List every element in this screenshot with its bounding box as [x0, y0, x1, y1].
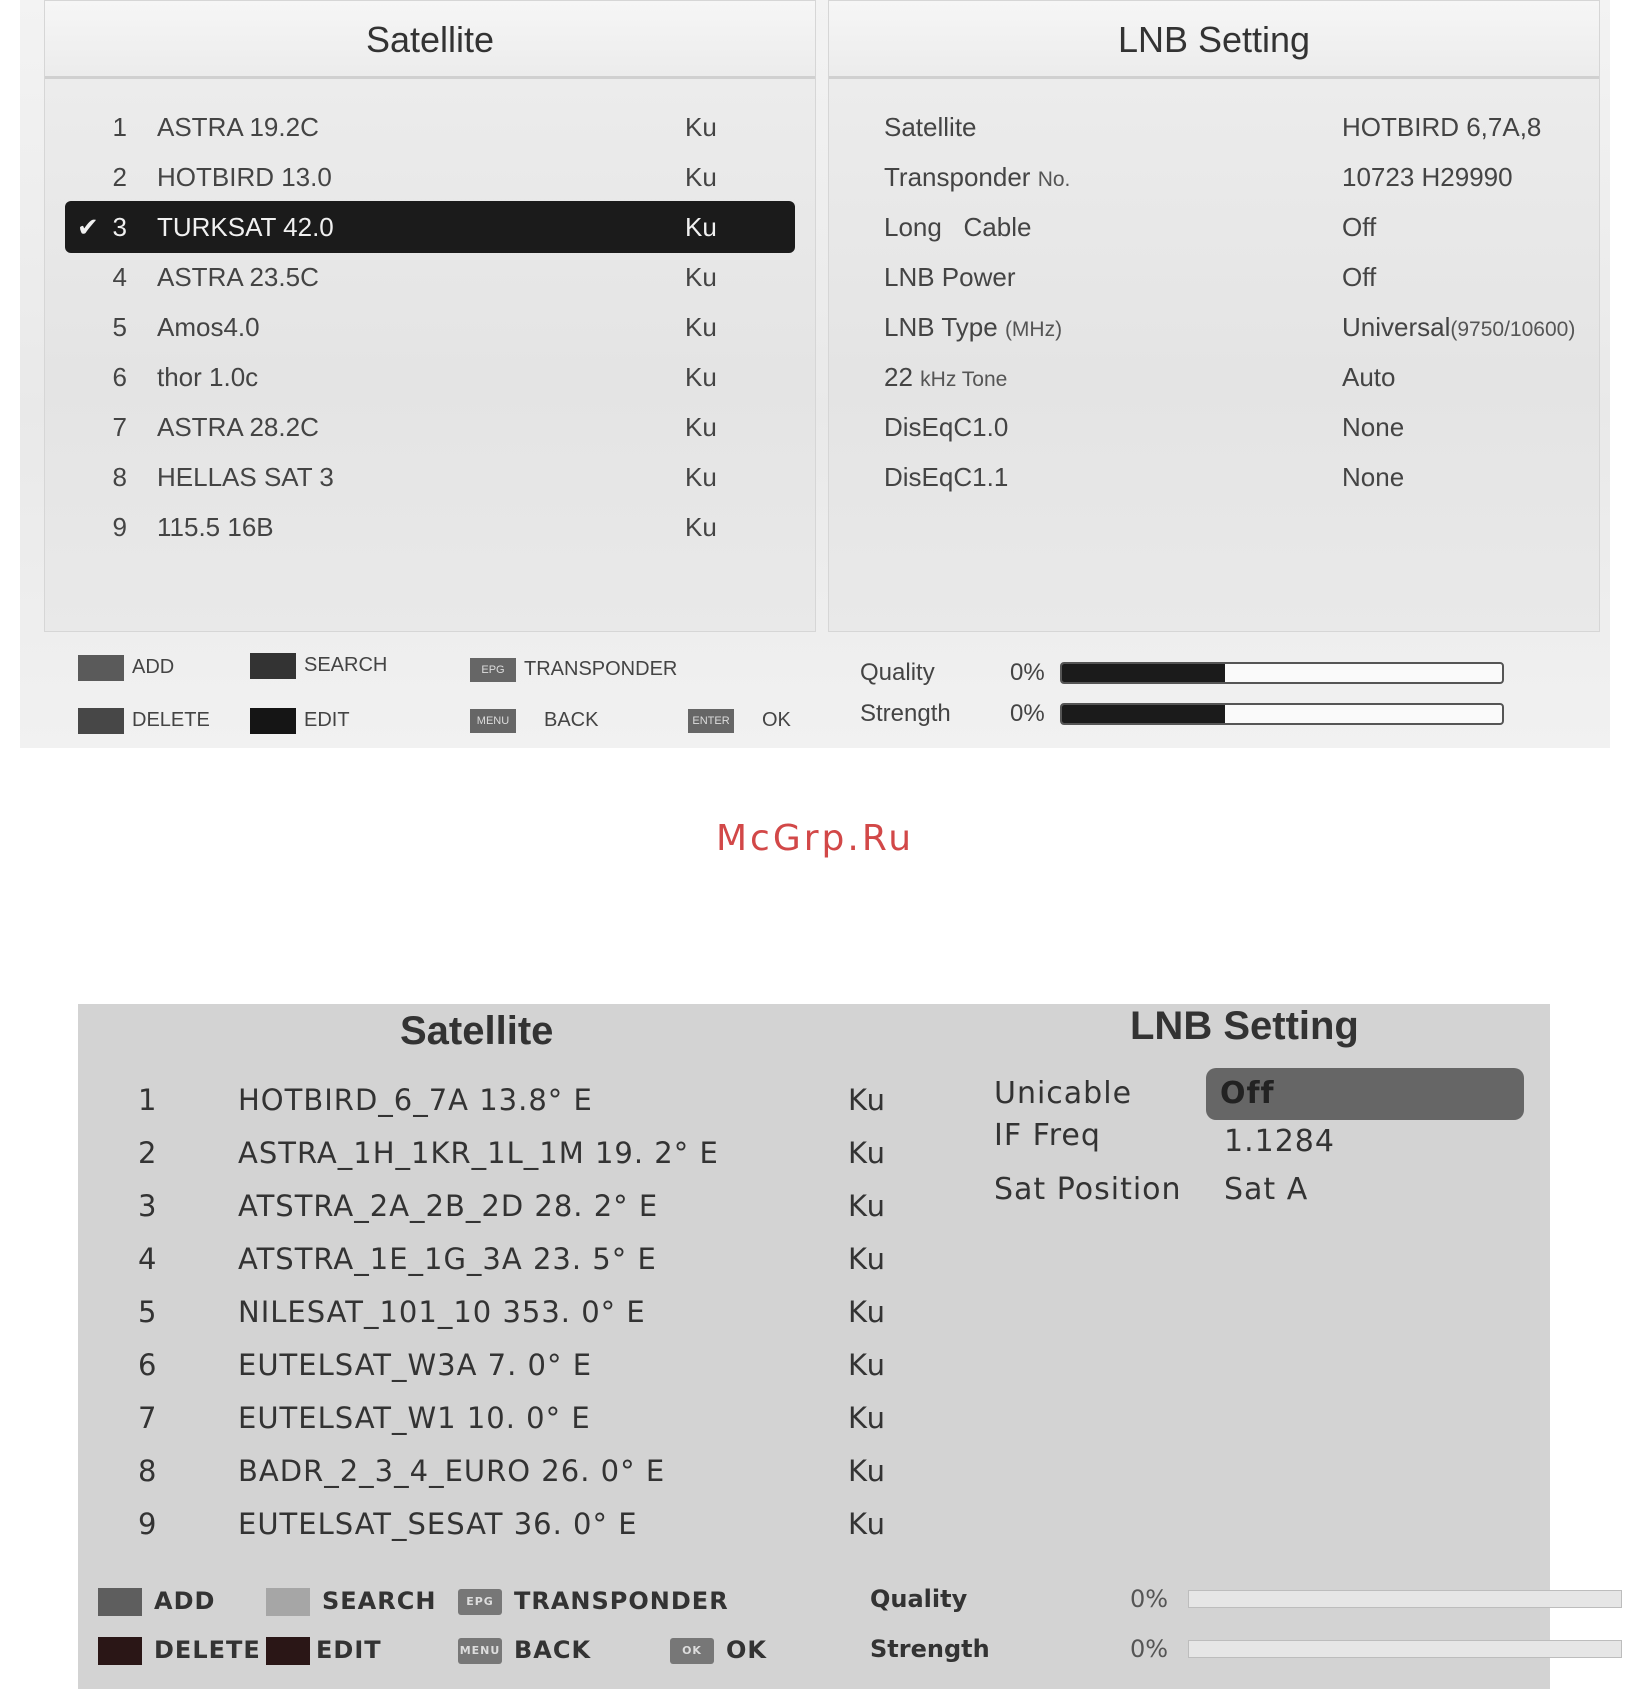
- setting-label-suffix: (MHz): [1004, 318, 1063, 341]
- yellow-key-icon: [98, 1637, 142, 1665]
- legend-add[interactable]: [98, 1584, 215, 1618]
- legend-delete[interactable]: [78, 705, 210, 735]
- lnb-setting-title: LNB Setting: [1130, 1004, 1359, 1048]
- lnb-row-satellite[interactable]: [884, 101, 1584, 153]
- quality-bar: [1060, 662, 1504, 684]
- band-label: Ku: [685, 462, 717, 492]
- legend-ok[interactable]: [670, 1633, 767, 1667]
- legend-back[interactable]: [458, 1633, 591, 1667]
- row-number: 7: [138, 1401, 158, 1435]
- lnb-setting-panel: [828, 0, 1600, 632]
- band-label: Ku: [685, 312, 717, 342]
- satellite-name: HOTBIRD_6_7A 13.8° E: [238, 1083, 593, 1117]
- satellite-name: HOTBIRD 13.0: [157, 162, 332, 192]
- setting-value-wrap: [1342, 301, 1575, 356]
- satellite-row[interactable]: [65, 301, 795, 353]
- legend-label: EDIT: [316, 1636, 382, 1664]
- row-number: 4: [138, 1242, 158, 1276]
- satellite-row[interactable]: [78, 1074, 978, 1126]
- satellite-row[interactable]: [78, 1127, 978, 1179]
- setting-label: Long Cable: [884, 212, 1032, 242]
- menu-key-icon: MENU: [458, 1638, 502, 1664]
- red-key-icon: [78, 655, 124, 681]
- band-label: Ku: [685, 412, 717, 442]
- quality-label: Quality: [860, 659, 935, 686]
- legend-edit[interactable]: [250, 705, 350, 735]
- legend-label: DELETE: [154, 1636, 261, 1664]
- satellite-screen-1: [20, 0, 1610, 748]
- setting-label: DisEqC1.1: [884, 462, 1009, 492]
- legend-label: ADD: [154, 1587, 216, 1615]
- satellite-name: 115.5 16B: [157, 512, 274, 542]
- band-label: Ku: [848, 1507, 886, 1541]
- legend-back[interactable]: [470, 705, 598, 735]
- quality-meter: [860, 656, 1045, 690]
- satellite-row[interactable]: [78, 1498, 978, 1550]
- setting-value: HOTBIRD 6,7A,8: [1342, 112, 1542, 142]
- row-number: 5: [112, 312, 127, 342]
- checkmark-icon: ✔: [77, 212, 99, 242]
- ok-key-icon: OK: [670, 1638, 714, 1664]
- setting-label-suffix: kHz Tone: [920, 368, 1008, 391]
- legend-transponder[interactable]: [470, 654, 677, 684]
- satellite-panel-title: Satellite: [45, 1, 815, 79]
- lnb-row-if-freq[interactable]: [994, 1110, 1534, 1162]
- satellite-title: Satellite: [400, 1009, 554, 1053]
- quality-bar-fill: [1062, 664, 1225, 682]
- row-number: 2: [112, 162, 127, 192]
- setting-value: None: [1342, 462, 1405, 492]
- setting-value: Universal: [1342, 312, 1451, 342]
- satellite-row[interactable]: [78, 1233, 978, 1285]
- band-label: Ku: [848, 1295, 886, 1329]
- satellite-row[interactable]: [65, 451, 795, 503]
- row-number: 5: [138, 1295, 158, 1329]
- setting-value: 1.1284: [1224, 1124, 1335, 1159]
- satellite-name: thor 1.0c: [157, 362, 259, 392]
- satellite-row[interactable]: [65, 501, 795, 553]
- setting-value: None: [1342, 412, 1405, 442]
- legend-label: TRANSPONDER: [514, 1587, 729, 1615]
- row-number: 6: [112, 362, 127, 392]
- row-number: 4: [112, 262, 127, 292]
- legend-label: OK: [762, 709, 791, 731]
- satellite-screen-2: [78, 1004, 1550, 1689]
- satellite-list-panel: [44, 0, 816, 632]
- satellite-name: Amos4.0: [157, 312, 260, 342]
- legend-label: SEARCH: [304, 654, 388, 676]
- row-number: 2: [138, 1136, 158, 1170]
- legend-transponder[interactable]: [458, 1584, 729, 1618]
- green-key-icon: [250, 653, 296, 679]
- watermark-text: McGrp.Ru: [715, 818, 915, 859]
- lnb-panel-title: LNB Setting: [829, 1, 1599, 79]
- setting-label: DisEqC1.0: [884, 412, 1009, 442]
- setting-label: LNB Power: [884, 262, 1016, 292]
- setting-label: Transponder: [884, 162, 1031, 192]
- row-number: 8: [138, 1454, 158, 1488]
- satellite-name: EUTELSAT_SESAT 36. 0° E: [238, 1507, 638, 1541]
- band-label: Ku: [848, 1401, 886, 1435]
- quality-meter: [870, 1582, 1169, 1616]
- band-label: Ku: [848, 1083, 886, 1117]
- quality-label: Quality: [870, 1585, 968, 1613]
- row-number: 9: [138, 1507, 158, 1541]
- lnb-row-transponder[interactable]: [884, 151, 1584, 203]
- satellite-row[interactable]: [78, 1445, 978, 1497]
- legend-label: ADD: [132, 656, 175, 678]
- row-number: 9: [112, 512, 127, 542]
- satellite-name: ASTRA 23.5C: [157, 262, 319, 292]
- setting-value-suffix: (9750/10600): [1450, 318, 1576, 341]
- band-label: Ku: [685, 212, 717, 242]
- epg-key-icon: EPG: [458, 1589, 502, 1615]
- satellite-name: BADR_2_3_4_EURO 26. 0° E: [238, 1454, 666, 1488]
- band-label: Ku: [848, 1242, 886, 1276]
- strength-bar: [1060, 703, 1504, 725]
- lnb-row-diseqc11[interactable]: [884, 451, 1584, 503]
- row-number: 8: [112, 462, 127, 492]
- legend-search[interactable]: [250, 650, 387, 680]
- legend-delete[interactable]: [98, 1633, 261, 1667]
- blue-key-icon: [266, 1637, 310, 1665]
- satellite-name: ATSTRA_1E_1G_3A 23. 5° E: [238, 1242, 657, 1276]
- enter-key-icon: ENTER: [688, 709, 734, 733]
- satellite-row[interactable]: [78, 1339, 978, 1391]
- setting-label: Unicable: [994, 1076, 1133, 1111]
- legend-label: SEARCH: [322, 1587, 437, 1615]
- row-number: 3: [138, 1189, 158, 1223]
- satellite-name: EUTELSAT_W3A 7. 0° E: [238, 1348, 593, 1382]
- lnb-row-lnb-type[interactable]: [884, 301, 1584, 353]
- setting-value-highlighted[interactable]: Off: [1206, 1068, 1524, 1120]
- legend-edit[interactable]: [266, 1633, 382, 1667]
- setting-label: LNB Type: [884, 312, 998, 342]
- lnb-row-diseqc10[interactable]: [884, 401, 1584, 453]
- band-label: Ku: [685, 512, 717, 542]
- legend-label: TRANSPONDER: [524, 658, 678, 680]
- strength-percent: 0%: [1130, 1635, 1169, 1663]
- strength-label: Strength: [860, 700, 951, 727]
- legend-search[interactable]: [266, 1584, 436, 1618]
- setting-label: IF Freq: [994, 1118, 1101, 1153]
- strength-label: Strength: [870, 1635, 990, 1663]
- lnb-row-long-cable[interactable]: [884, 201, 1584, 253]
- row-number: 1: [112, 112, 127, 142]
- row-number: 7: [112, 412, 127, 442]
- satellite-name: HELLAS SAT 3: [157, 462, 334, 492]
- legend-label: BACK: [514, 1636, 592, 1664]
- band-label: Ku: [848, 1454, 886, 1488]
- lnb-row-sat-position[interactable]: [994, 1164, 1534, 1216]
- band-label: Ku: [685, 262, 717, 292]
- satellite-row[interactable]: [78, 1180, 978, 1232]
- satellite-name: ATSTRA_2A_2B_2D 28. 2° E: [238, 1189, 659, 1223]
- band-label: Ku: [848, 1189, 886, 1223]
- strength-percent: 0%: [1010, 700, 1045, 727]
- quality-percent: 0%: [1010, 659, 1045, 686]
- legend-label: BACK: [544, 709, 599, 731]
- satellite-name: EUTELSAT_W1 10. 0° E: [238, 1401, 591, 1435]
- menu-key-icon: MENU: [470, 709, 516, 733]
- band-label: Ku: [848, 1348, 886, 1382]
- satellite-row[interactable]: [78, 1392, 978, 1444]
- quality-bar: [1188, 1590, 1622, 1608]
- red-key-icon: [98, 1588, 142, 1616]
- band-label: Ku: [848, 1136, 886, 1170]
- satellite-row[interactable]: [78, 1286, 978, 1338]
- satellite-row-selected[interactable]: [65, 201, 795, 253]
- setting-label: 22: [884, 362, 913, 392]
- strength-meter: [860, 697, 1045, 731]
- strength-bar: [1188, 1640, 1622, 1658]
- satellite-name: ASTRA 28.2C: [157, 412, 319, 442]
- satellite-row[interactable]: [65, 251, 795, 303]
- setting-value: Auto: [1342, 362, 1396, 392]
- band-label: Ku: [685, 362, 717, 392]
- setting-value: Off: [1342, 262, 1377, 292]
- satellite-name: TURKSAT 42.0: [157, 212, 334, 242]
- setting-label: Satellite: [884, 112, 977, 142]
- legend-label: OK: [726, 1636, 767, 1664]
- row-number: 1: [138, 1083, 158, 1117]
- row-number: 6: [138, 1348, 158, 1382]
- setting-label: Sat Position: [994, 1172, 1182, 1207]
- green-key-icon: [266, 1588, 310, 1616]
- satellite-row[interactable]: [65, 101, 795, 153]
- legend-label: EDIT: [304, 709, 350, 731]
- satellite-row[interactable]: [65, 401, 795, 453]
- satellite-row[interactable]: [65, 351, 795, 403]
- setting-value: 10723 H29990: [1342, 162, 1513, 192]
- setting-value: Off: [1342, 212, 1377, 242]
- setting-value: Sat A: [1224, 1172, 1309, 1207]
- yellow-key-icon: [78, 708, 124, 734]
- row-number: 3: [112, 212, 127, 242]
- legend-add[interactable]: [78, 652, 174, 682]
- legend-label: DELETE: [132, 709, 210, 731]
- strength-bar-fill: [1062, 705, 1225, 723]
- band-label: Ku: [685, 162, 717, 192]
- satellite-name: NILESAT_101_10 353. 0° E: [238, 1295, 646, 1329]
- lnb-row-22khz-tone[interactable]: [884, 351, 1584, 403]
- epg-key-icon: EPG: [470, 658, 516, 682]
- satellite-row[interactable]: [65, 151, 795, 203]
- band-label: Ku: [685, 112, 717, 142]
- quality-percent: 0%: [1130, 1585, 1169, 1613]
- lnb-row-lnb-power[interactable]: [884, 251, 1584, 303]
- strength-meter: [870, 1632, 1169, 1666]
- blue-key-icon: [250, 708, 296, 734]
- setting-label-suffix: No.: [1037, 168, 1071, 191]
- satellite-name: ASTRA_1H_1KR_1L_1M 19. 2° E: [238, 1136, 719, 1170]
- satellite-name: ASTRA 19.2C: [157, 112, 319, 142]
- legend-ok[interactable]: [688, 705, 791, 735]
